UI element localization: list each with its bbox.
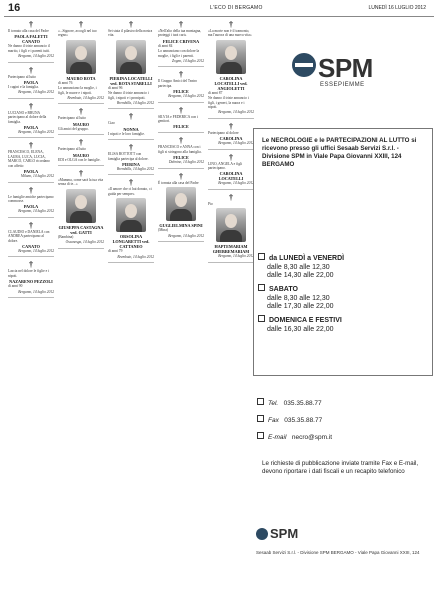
cross-icon: † (129, 143, 133, 153)
entry-divider (158, 168, 204, 169)
deceased-name: PIERINA (122, 162, 140, 168)
obituary-text: ELISA ROTTOTT con famiglia partecipa al dolore. (108, 152, 149, 161)
obituary-text: «Nell'alto della tua montagna, proteggi i tuoi cari» (158, 29, 202, 38)
schedule-saturday: SABATO dalle 8,30 alle 12,30 dalle 17,30 alle 22,00 (258, 284, 334, 312)
obituary-place-date: Brembate, 14 luglio 2012 (117, 254, 154, 259)
cross-icon: † (179, 70, 183, 80)
checkbox-icon (257, 415, 264, 422)
spm-footer (256, 528, 426, 568)
checkbox-icon (258, 315, 265, 322)
obituary-place-date: Milano, 14 luglio 2012 (20, 174, 54, 179)
obituary-body: Gli amici del gruppo. (58, 126, 89, 131)
checkbox-icon (257, 432, 264, 439)
schedule-sunday: DOMENICA E FESTIVI dalle 16,30 alle 22,00 (258, 315, 342, 334)
deceased-name: HAPTEMARIAM GHEBREMARIAM (212, 244, 250, 255)
obituary-body: I nipoti e le loro famiglie. (108, 131, 145, 136)
checkbox-icon (257, 398, 264, 405)
obituary-detail: di anni 96 (108, 85, 123, 90)
cross-icon: † (229, 20, 233, 29)
obituary-place-date: Ossanesga, 14 luglio 2012 (65, 240, 104, 245)
deceased-name: PAOLA FALETTI CANATO (14, 34, 48, 45)
deceased-name: ORSOLINA LONGARETTI ved. CATTANEO (112, 234, 150, 250)
cross-icon: † (79, 169, 83, 179)
obituary-text: «...Signore, accogli nel tuo regno» (58, 29, 97, 38)
deceased-name: CAROLINA LOCATELLI (218, 171, 244, 182)
entry-divider (8, 256, 54, 257)
obituary-detail: di anni 87 (208, 90, 223, 95)
spm-logo-text: SPM (318, 53, 373, 83)
entry-divider (108, 139, 154, 140)
obituary-column (108, 20, 154, 266)
schedule-weekdays: da LUNEDÌ a VENERDÌ dalle 8,30 alle 12,30 dalle 14,30 alle 22,00 (258, 253, 344, 281)
deceased-name: CAROLINA LOCATELLI ved. ANGIOLETTI (214, 75, 248, 91)
obituary-detail: di anni 90 (8, 284, 23, 289)
portrait-photo (116, 40, 146, 74)
entry-divider (208, 262, 254, 263)
obituary-place-date: Bergamo, 14 luglio 2012 (18, 248, 54, 253)
deceased-name: MAURO (72, 152, 90, 158)
entry-divider (108, 108, 154, 109)
cross-icon: † (79, 138, 83, 148)
obituary-detail: di anni 84 (158, 43, 173, 48)
obituary-entry (108, 112, 154, 140)
obituary-place-date: Bergamo, 14 luglio 2012 (218, 181, 254, 186)
cross-icon: † (229, 192, 233, 202)
cross-icon: † (229, 152, 233, 162)
cross-icon: † (29, 20, 33, 29)
obituary-text: LINO, ANGELA e figli partecipano. (208, 161, 243, 171)
obituary-entry (158, 106, 204, 134)
obituary-text: Partecipano al lutto (8, 74, 36, 79)
obituary-entry (108, 20, 154, 109)
obituary-text: Partecipano al dolore (208, 130, 239, 135)
obituary-text: Ciao (108, 121, 115, 126)
obituary-column (158, 20, 204, 245)
obituary-entry (208, 193, 254, 263)
deceased-name: FELICE CRIVENA (162, 38, 200, 44)
obituary-text: Lascia nel dolore le figlie e i nipoti. (8, 269, 50, 278)
entry-divider (8, 217, 54, 218)
obituary-place-date: Bergamo, 14 luglio 2012 (218, 110, 254, 115)
ad-note: Le richieste di pubblicazione inviate tramite Fax e E-mail, devono riportare i dati fiscali e un recapito telefonico (262, 460, 419, 475)
contact-phone: Tel. 035.35.88.77 (257, 398, 427, 408)
spm-footer-info: Sesaab Servizi S.r.l. - Divisione SPM BERGAMO - Viale Papa Giovanni XXIII, 124 (256, 550, 420, 555)
deceased-name: FELICE (173, 155, 189, 161)
obituary-place-date: Bergamo, 14 luglio 2012 (18, 209, 54, 214)
obituary-place-date: Bergamo, 14 luglio 2012 (168, 233, 204, 238)
obituary-text: Sei stata il pilastro della nostra vita. (108, 29, 153, 38)
deceased-name: GIUSEPPA CASTAGNA ved. GATTI (58, 224, 104, 235)
obituary-entry (208, 20, 254, 119)
deceased-name: MAURO (72, 121, 90, 127)
spm-footer-text: SPM (270, 526, 299, 541)
obituary-column (58, 20, 104, 252)
obituary-text: «La morte non è il tramonto, ma l'aurora di una nuova vita» (208, 29, 252, 38)
entry-divider (158, 102, 204, 103)
cross-icon: † (129, 178, 133, 188)
cross-icon: † (29, 260, 33, 270)
obituary-body: I cugini e la famiglia. (8, 85, 39, 90)
portrait-photo (66, 189, 96, 223)
deceased-name: GUGLIELMINA SPINI (159, 223, 203, 229)
obituary-text: Pio (208, 201, 213, 206)
obituary-entry (158, 172, 204, 242)
obituary-place-date: Bergamo, 14 luglio 2012 (18, 130, 54, 135)
obituary-entry (8, 102, 54, 139)
cross-icon: † (29, 101, 33, 111)
obituary-body: Lo annunciano la moglie, i figli, le nuore e i nipoti. (58, 86, 97, 95)
page-header (4, 2, 434, 17)
obituary-place-date: Zogno, 14 luglio 2012 (172, 59, 204, 64)
page-number: 16 (8, 2, 21, 14)
portrait-photo (116, 198, 146, 232)
obituary-text: Partecipano al lutto (58, 116, 86, 121)
cross-icon: † (179, 105, 183, 115)
entry-divider (8, 62, 54, 63)
obituary-entry (158, 70, 204, 102)
obituary-place-date: Bergamo, 14 luglio 2012 (18, 90, 54, 95)
cross-icon: † (229, 121, 233, 131)
obituary-text: «Il amore che ci hai donato, ci guida per sempre» (108, 187, 152, 196)
entry-divider (108, 262, 154, 263)
obituary-text: «Mamma, come sarà la tua vita senza di te...» (58, 178, 104, 187)
obituary-entry (8, 20, 54, 63)
obituary-text: FRANCESCO, ELENA, LAURA, LUCA, LUCIA, MARCO, CARLO ricordano con affetto (8, 150, 50, 168)
obituary-place-date: Bergamo, 14 luglio 2012 (18, 289, 54, 294)
checkbox-icon (258, 253, 265, 260)
obituary-text: Partecipano al lutto (58, 147, 86, 152)
cross-icon: † (179, 171, 183, 181)
obituary-entry (158, 20, 204, 67)
obituary-body: Ne danno il triste annuncio il marito, i figli e i parenti tutti. (8, 44, 50, 53)
entry-divider (8, 182, 54, 183)
obituary-entry (58, 107, 104, 135)
entry-divider (58, 165, 104, 166)
entry-divider (8, 98, 54, 99)
entry-divider (208, 149, 254, 150)
obituary-entry (8, 141, 54, 182)
obituary-text: CLAUDIO e DANIELA con ANDREA partecipano al dolore. (8, 229, 50, 243)
obituary-place-date: Brembilla, 14 luglio 2012 (116, 101, 154, 106)
obituary-detail: di anni 76 (58, 80, 73, 85)
contact-fax: Fax 035.35.88.77 (257, 415, 427, 425)
obituary-place-date: Bergamo, 14 luglio 2012 (18, 54, 54, 59)
entry-divider (58, 103, 104, 104)
obituary-entry (58, 169, 104, 249)
obituary-entry (108, 178, 154, 263)
entry-divider (8, 137, 54, 138)
obituary-entry (158, 136, 204, 168)
spm-logo-subtitle: ESSEPIEMME (320, 82, 365, 88)
entry-divider (158, 66, 204, 67)
newspaper-name: L'ECO DI BERGAMO (210, 5, 263, 11)
obituary-place-date: Brembilla, 14 luglio 2012 (116, 167, 154, 172)
deceased-name: NAZARENO PEZZOLI (9, 279, 53, 285)
cross-icon: † (79, 20, 83, 29)
deceased-name: PAOLA (23, 80, 39, 86)
cross-icon: † (179, 136, 183, 146)
obituary-entry (58, 138, 104, 166)
obituary-body: Ne danno il triste annuncio i figli, i nipoti e i pronipoti. (108, 91, 149, 100)
cross-icon: † (29, 141, 33, 151)
cross-icon: † (79, 107, 83, 117)
obituary-place-date: Dalmine, 14 luglio 2012 (168, 160, 204, 165)
obituary-column (208, 20, 254, 266)
spm-logo-mark (292, 53, 316, 77)
obituary-entry (8, 221, 54, 258)
checkbox-icon (258, 284, 265, 291)
ad-intro: Le NECROLOGIE e le PARTECIPAZIONI AL LUTTO si ricevono presso gli uffici Sesaab Servizi S.r.l. - Divisione SPM in Viale Papa Giovanni XXIII, 124 BERGAMO (262, 137, 417, 168)
entry-divider (108, 174, 154, 175)
obituary-place-date: Brembate, 14 luglio 2012 (67, 96, 104, 101)
entry-divider (158, 241, 204, 242)
portrait-photo (216, 40, 246, 74)
entry-divider (8, 297, 54, 298)
spm-footer-mark (256, 528, 268, 540)
spm-logo (292, 53, 392, 113)
obituary-detail: (Mina) (158, 228, 168, 233)
deceased-name: PIERINA LOCATELLI ved. ROTA STABELLI (109, 75, 153, 86)
cross-icon: † (29, 65, 33, 75)
obituary-text: Il Gruppo Amici del Teatro partecipa. (158, 79, 198, 88)
deceased-name: PAOLA (23, 204, 39, 210)
deceased-name: FELICE (173, 124, 189, 130)
obituary-entry (208, 153, 254, 190)
obituary-place-date: Bergamo, 14 luglio 2012 (218, 141, 254, 146)
obituary-body: EDI e OLGA con le famiglie. (58, 157, 101, 162)
obituary-entry (208, 122, 254, 150)
obituary-text: SILVIA e FEDERICA con i genitori. (158, 114, 198, 124)
cross-icon: † (129, 112, 133, 122)
obituary-text: Le famiglie amiche partecipano commosse. (8, 194, 54, 203)
entry-divider (208, 118, 254, 119)
issue-date: LUNEDÌ 16 LUGLIO 2012 (368, 5, 426, 11)
obituary-text: Il tornato alla casa del Padre (8, 29, 49, 33)
obituary-place-date: Bergamo, 14 luglio 2012 (168, 94, 204, 99)
cross-icon: † (179, 20, 183, 29)
obituary-entry (58, 20, 104, 104)
portrait-photo (166, 187, 196, 221)
contact-email: E-mail necro@spm.it (257, 432, 427, 442)
obituary-entry (8, 260, 54, 298)
portrait-photo (216, 208, 246, 242)
deceased-name: CAROLINA (219, 136, 243, 142)
obituary-place-date: Bergamo, 14 luglio 2012 (218, 254, 254, 259)
obituary-text: È tornata alla casa del Padre (158, 180, 199, 185)
deceased-name: FELICE (173, 89, 189, 95)
obituary-entry (108, 143, 154, 175)
deceased-name: PAOLA (23, 169, 39, 175)
deceased-name: NONNA (123, 126, 139, 132)
spm-advertisement (253, 128, 433, 376)
obituary-text: LUCIANO e BRUNA partecipano al dolore della famiglia. (8, 110, 47, 124)
deceased-name: CANATO (22, 243, 40, 249)
obituary-column (8, 20, 54, 301)
obituary-entry (8, 186, 54, 218)
deceased-name: PAOLA (23, 125, 39, 131)
deceased-name: MAURO ROTA (66, 75, 96, 81)
cross-icon: † (29, 220, 33, 230)
entry-divider (208, 189, 254, 190)
obituary-body: Ne danno il triste annuncio i figli, i generi, la nuora e i nipoti. (208, 96, 249, 110)
entry-divider (158, 132, 204, 133)
cross-icon: † (29, 185, 33, 195)
entry-divider (58, 248, 104, 249)
portrait-photo (66, 40, 96, 74)
obituary-entry (8, 66, 54, 99)
obituary-detail: (Bambina) (58, 234, 74, 239)
obituary-detail: di anni 79 (108, 249, 123, 254)
obituary-body: Lo annunciano con dolore la moglie, i figli e i parenti. (158, 49, 200, 58)
entry-divider (58, 134, 104, 135)
cross-icon: † (129, 20, 133, 29)
obituary-text: FRANCESCO e ANNA con i figli si stringono alla famiglia. (158, 145, 202, 154)
